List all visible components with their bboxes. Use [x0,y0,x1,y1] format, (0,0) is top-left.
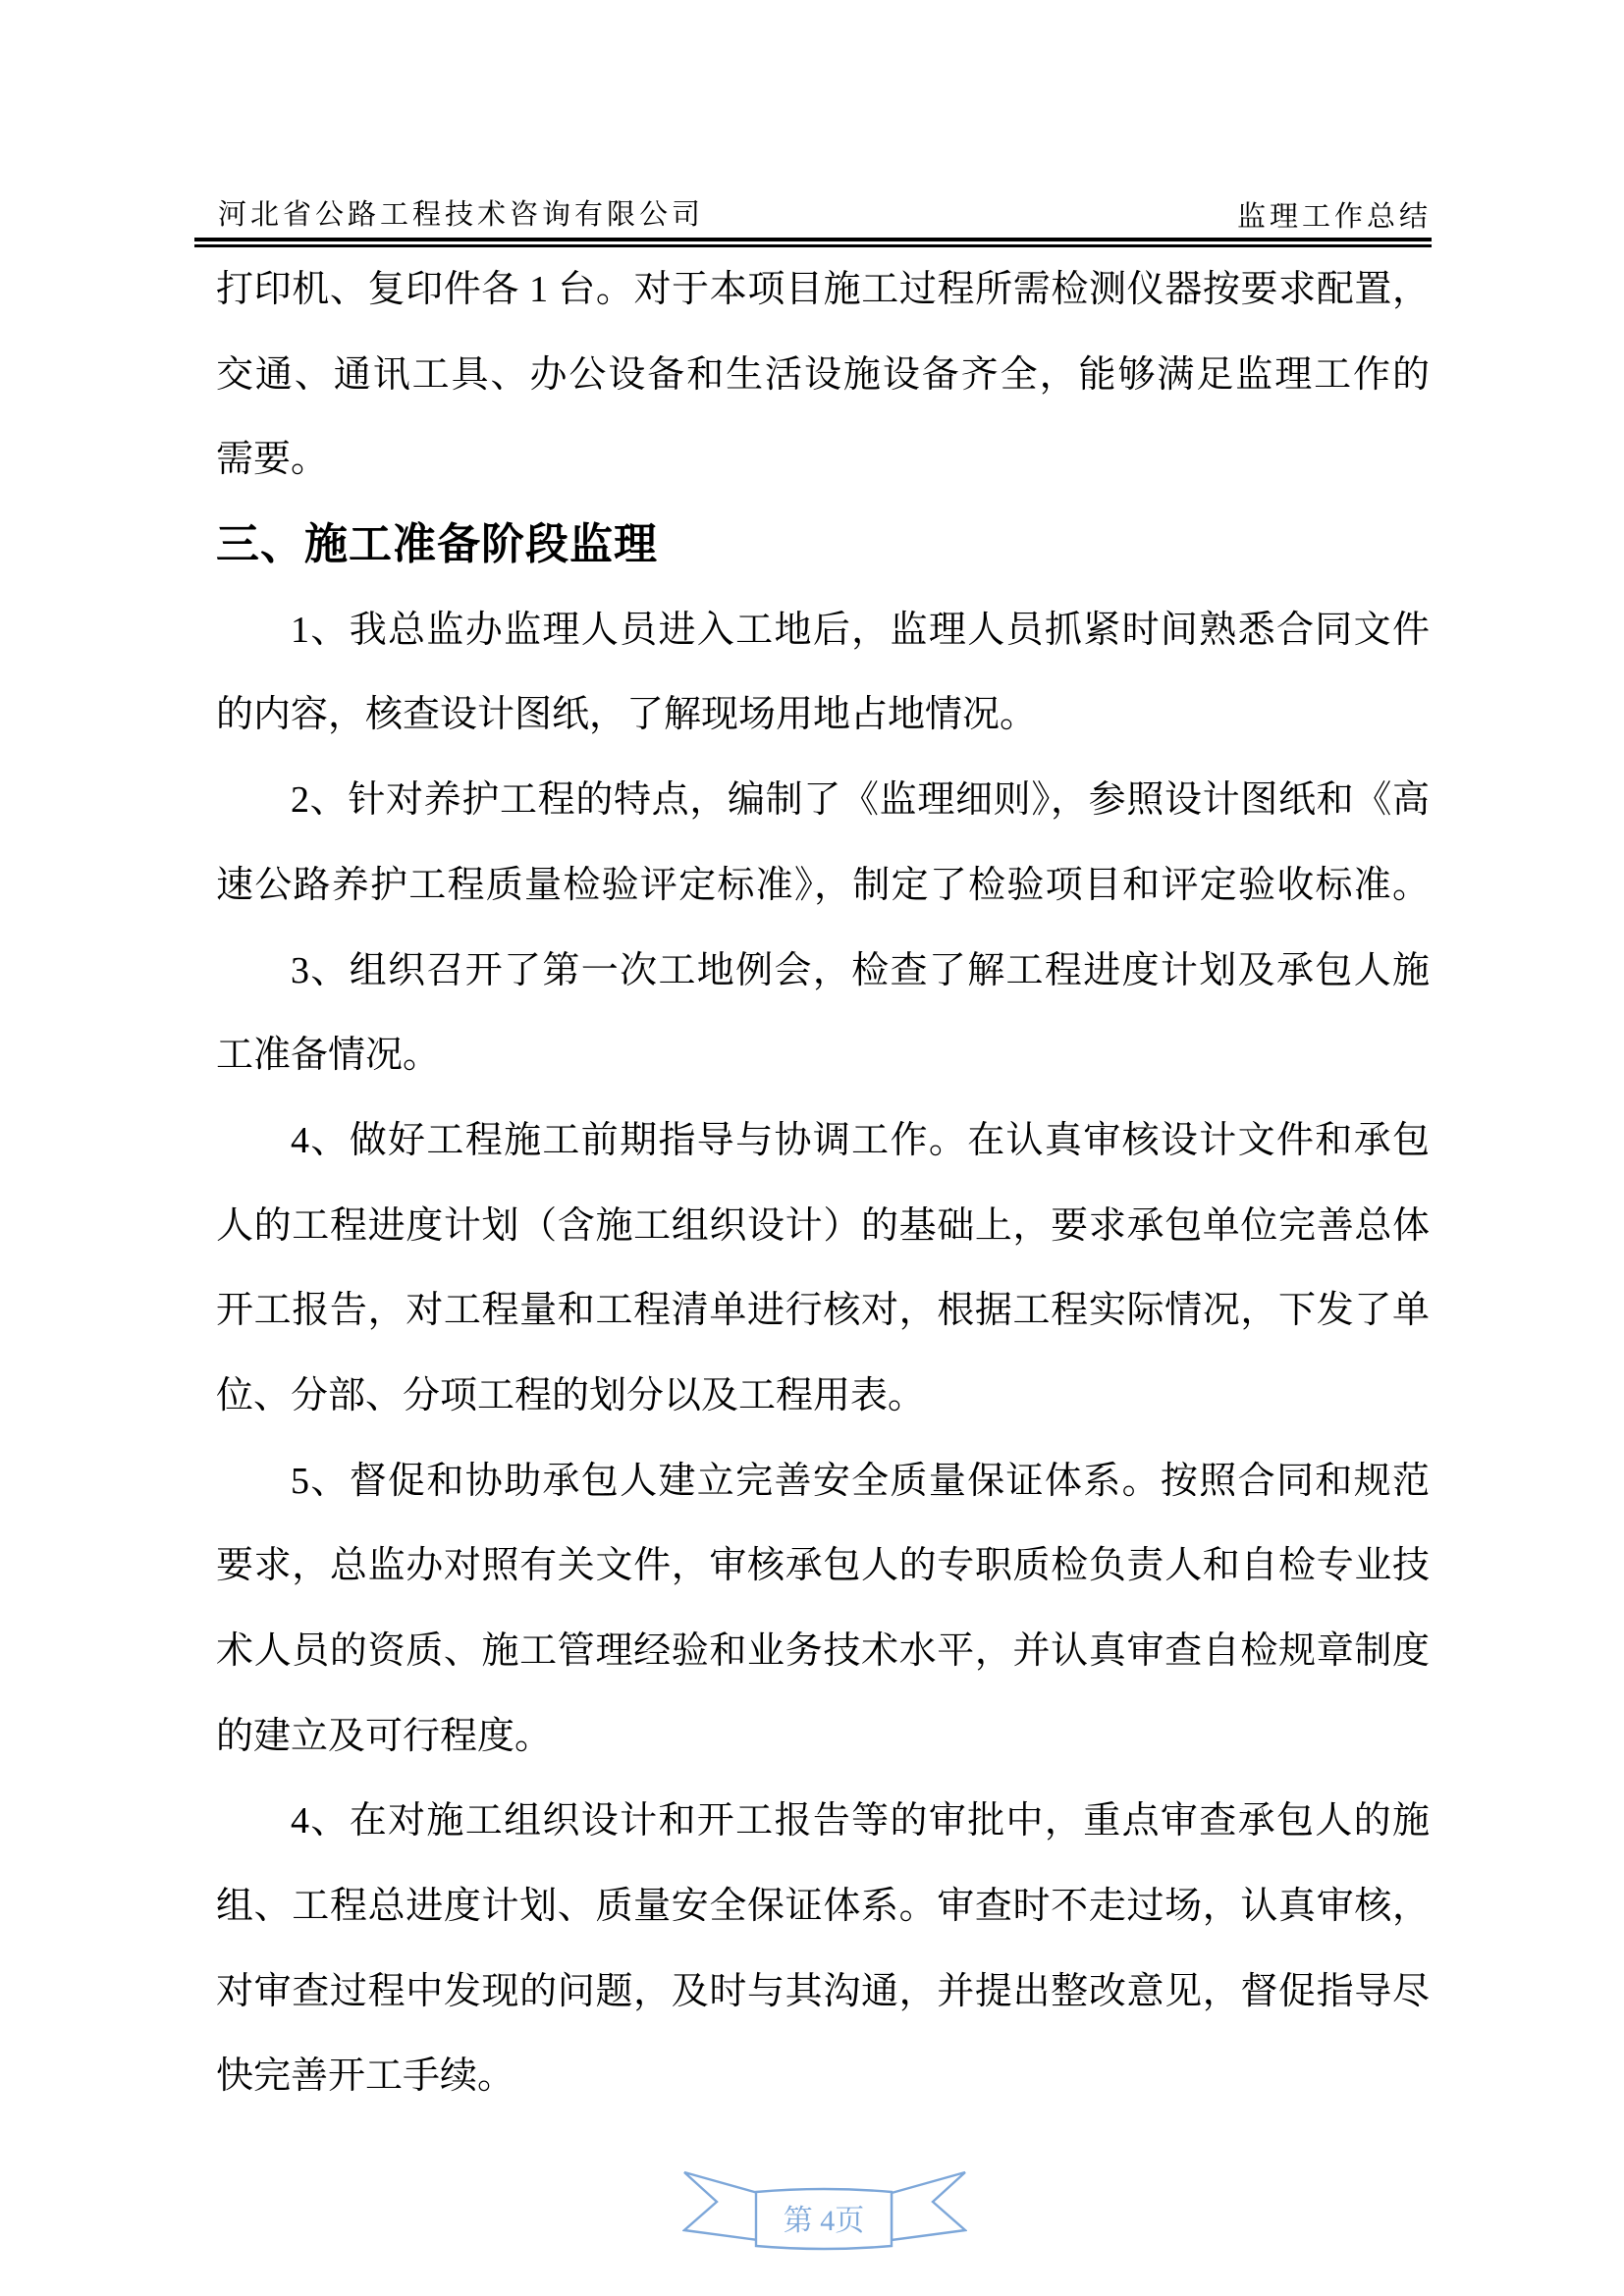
text-line: 的内容，核查设计图纸，了解现场用地占地情况。 [216,694,1038,736]
page-number-label: 第 4页 [783,2205,865,2237]
text-line: 的建立及可行程度。 [216,1715,553,1757]
page-number-ribbon [682,2169,967,2252]
text-line: 需要。 [216,439,329,481]
text-line: 组、工程总进度计划、质量安全保证体系。审查时不走过场，认真审核， [216,1886,1430,1928]
text-line: 打印机、复印件各 1 台。对于本项目施工过程所需检测仪器按要求配置， [216,269,1430,310]
text-line: 4、在对施工组织设计和开工报告等的审批中，重点审查承包人的施 [291,1800,1430,1842]
text-line: 2、针对养护工程的特点，编制了《监理细则》，参照设计图纸和《高 [291,779,1430,822]
text-line: 工准备情况。 [216,1035,441,1077]
text-line: 速公路养护工程质量检验评定标准》，制定了检验项目和评定验收标准。 [216,864,1430,906]
text-line: 开工报告，对工程量和工程清单进行核对，根据工程实际情况，下发了单 [216,1290,1430,1332]
text-line: 3、组织召开了第一次工地例会，检查了解工程进度计划及承包人施 [291,949,1430,991]
header-doc-title: 监理工作总结 [1236,201,1432,233]
ribbon-right-wing [892,2172,965,2240]
text-line: 4、做好工程施工前期指导与协调工作。在认真审核设计文件和承包 [291,1119,1430,1161]
header-rule-top [194,238,1432,241]
text-line: 位、分部、分项工程的划分以及工程用表。 [216,1374,926,1416]
text-line: 1、我总监办监理人员进入工地后，监理人员抓紧时间熟悉合同文件 [291,609,1430,651]
text-line: 快完善开工手续。 [216,2056,515,2098]
header-company-name: 河北省公路工程技术咨询有限公司 [218,199,705,231]
text-line: 对审查过程中发现的问题，及时与其沟通，并提出整改意见，督促指导尽 [216,1970,1430,2012]
section-heading: 三、施工准备阶段监理 [216,520,658,569]
text-line: 人的工程进度计划（含施工组织设计）的基础上，要求承包单位完善总体 [216,1204,1430,1247]
text-line: 5、督促和协助承包人建立完善安全质量保证体系。按照合同和规范 [291,1460,1430,1502]
text-line: 要求，总监办对照有关文件，审核承包人的专职质检负责人和自检专业技 [216,1545,1430,1587]
ribbon-left-wing [684,2172,758,2240]
text-line: 术人员的资质、施工管理经验和业务技术水平，并认真审查自检规章制度 [216,1630,1430,1672]
document-body [216,247,1430,2119]
text-line: 交通、通讯工具、办公设备和生活设施设备齐全，能够满足监理工作的 [216,353,1430,396]
